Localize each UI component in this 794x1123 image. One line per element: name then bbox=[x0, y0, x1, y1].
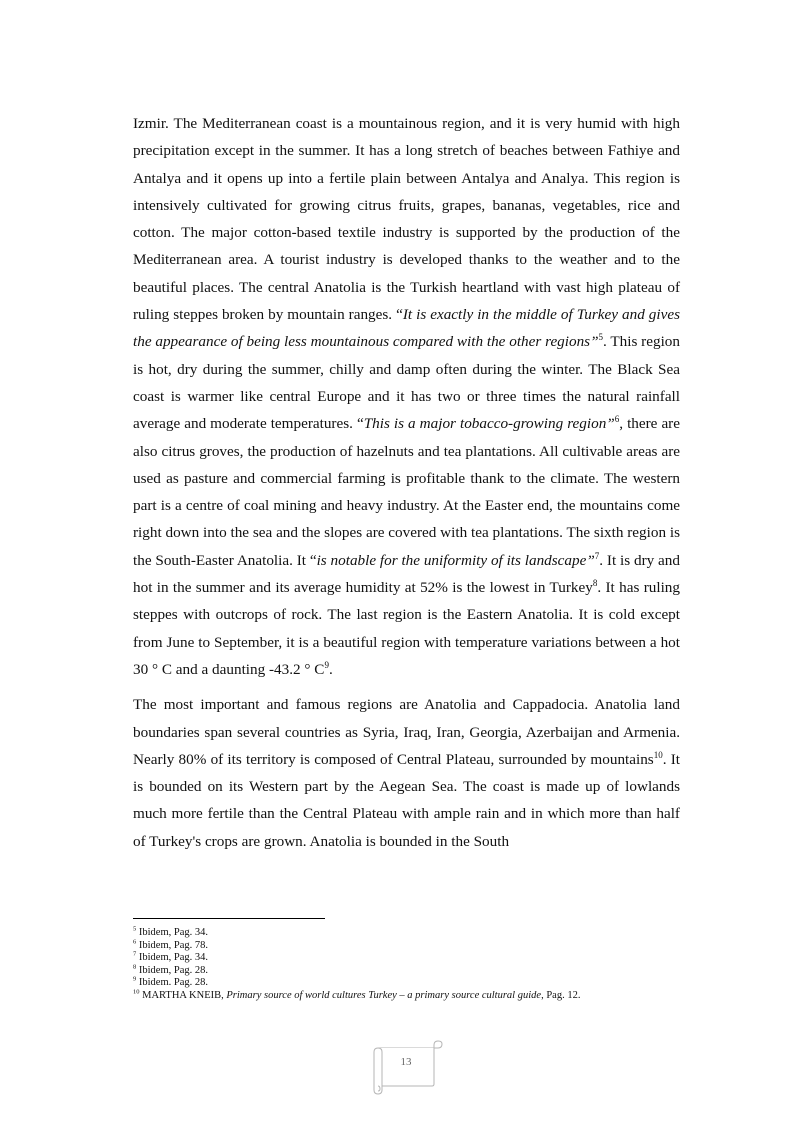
footnotes bbox=[133, 927, 693, 1003]
footnote-separator bbox=[133, 918, 325, 919]
footnote-number: 9 bbox=[133, 975, 137, 983]
footnote-text: Ibidem, Pag. 28. bbox=[138, 964, 208, 976]
footnote-number: 5 bbox=[133, 925, 137, 933]
quote-close: ” bbox=[590, 333, 599, 351]
footnote-6 bbox=[133, 940, 693, 953]
paragraph-1-text: . It has ruling steppes with outcrops of rock. The last region is the Eastern Anatolia. It is cold except from June to September, it is a beautiful region with temperature variations between a hot 30 ° C and a daunting -43.2 ° C bbox=[133, 579, 680, 678]
footnote-ref-8[interactable]: 8 bbox=[592, 577, 598, 588]
footnote-number: 8 bbox=[133, 963, 137, 971]
paragraph-1-text: . This region is hot, dry during the summer, chilly and damp often during the winter. The Black Sea coast is warmer like central Europe and it has two or three times the natural rainfall average and moderate temperatures. “ bbox=[133, 333, 680, 433]
paragraph-2-text: . It is bounded on its Western part by the Aegean Sea. The coast is made up of lowlands much more fertile than the Central Plateau with ample rain and in which more than half of Turkey's crops are grown. Anatolia is bounded in the South bbox=[133, 750, 680, 850]
quote-close: ” bbox=[606, 415, 615, 433]
scroll-icon bbox=[368, 1040, 444, 1096]
quote-central-anatolia: It is exactly in the middle of Turkey and gives the appearance of being less mountainous compared with the other regions bbox=[133, 306, 680, 351]
footnote-5 bbox=[133, 927, 693, 940]
footnote-9 bbox=[133, 977, 693, 990]
footnote-7 bbox=[133, 952, 693, 965]
footnote-text: , Pag. 12. bbox=[541, 989, 581, 1001]
footnote-author: MARTHA KNEIB, bbox=[142, 989, 227, 1001]
footnote-ref-7[interactable]: 7 bbox=[594, 550, 600, 561]
footnote-number: 6 bbox=[133, 938, 137, 946]
paragraph-2 bbox=[133, 691, 680, 855]
paragraph-1-text: . It is dry and hot in the summer and its average humidity at 52% is the lowest in Turkey bbox=[133, 551, 680, 597]
footnote-title: Primary source of world cultures Turkey – a primary source cultural guide bbox=[226, 989, 542, 1001]
paragraph-2-text: The most important and famous regions are Anatolia and Cappadocia. Anatolia land boundaries span several countries as Syria, Iraq, Iran, Georgia, Azerbaijan and Armenia. Nearly 80% of its territory is composed of Central Plateau, surrounded by mountains bbox=[133, 696, 680, 768]
footnote-text: Ibidem. Pag. 28. bbox=[138, 977, 208, 989]
quote-black-sea: This is a major tobacco-growing region bbox=[363, 415, 607, 433]
paragraph-1-text: . bbox=[328, 660, 333, 678]
footnote-number: 7 bbox=[133, 950, 137, 958]
quote-close: ” bbox=[586, 551, 595, 569]
paragraph-1 bbox=[133, 110, 680, 683]
page-number-scroll bbox=[368, 1040, 444, 1096]
footnote-text: Ibidem, Pag. 34. bbox=[138, 927, 208, 938]
footnote-text: Ibidem, Pag. 34. bbox=[138, 952, 208, 964]
footnote-10 bbox=[133, 990, 693, 1003]
footnote-text: Ibidem, Pag. 78. bbox=[138, 939, 208, 951]
footnote-ref-10[interactable]: 10 bbox=[653, 749, 663, 760]
page-number: 13 bbox=[400, 1056, 412, 1068]
footnote-ref-6[interactable]: 6 bbox=[614, 414, 620, 425]
quote-south-eastern-anatolia: is notable for the uniformity of its landscape bbox=[316, 551, 587, 569]
main-body-text bbox=[133, 110, 680, 855]
paragraph-1-text: , there are also citrus groves, the production of hazelnuts and tea plantations. All cultivable areas are used as pasture and commercial farming is profitable thank to the climate. The western part is a centre of coal mining and heavy industry. At the Easter end, the mountains come right down into the sea and the slopes are covered with tea plantations. The sixth region is the South-Easter Anatolia. It “ bbox=[133, 415, 680, 569]
paragraph-1-text: Izmir. The Mediterranean coast is a mountainous region, and it is very humid with high precipitation except in the summer. It has a long stretch of beaches between Fathiye and Antalya and it opens up into a fertile plain between Antalya and Analya. This region is intensively cultivated for growing citrus fruits, grapes, bananas, vegetables, rice and cotton. The major cotton-based textile industry is supported by the production of the Mediterranean area. A tourist industry is developed thanks to the weather and to the beautiful places. The central Anatolia is the Turkish heartland with vast high plateau of ruling steppes broken by mountain ranges. “ bbox=[133, 115, 680, 324]
footnote-ref-5[interactable]: 5 bbox=[598, 332, 604, 343]
footnote-8 bbox=[133, 965, 693, 978]
footnote-number: 10 bbox=[133, 988, 140, 996]
footnote-ref-9[interactable]: 9 bbox=[324, 659, 329, 670]
